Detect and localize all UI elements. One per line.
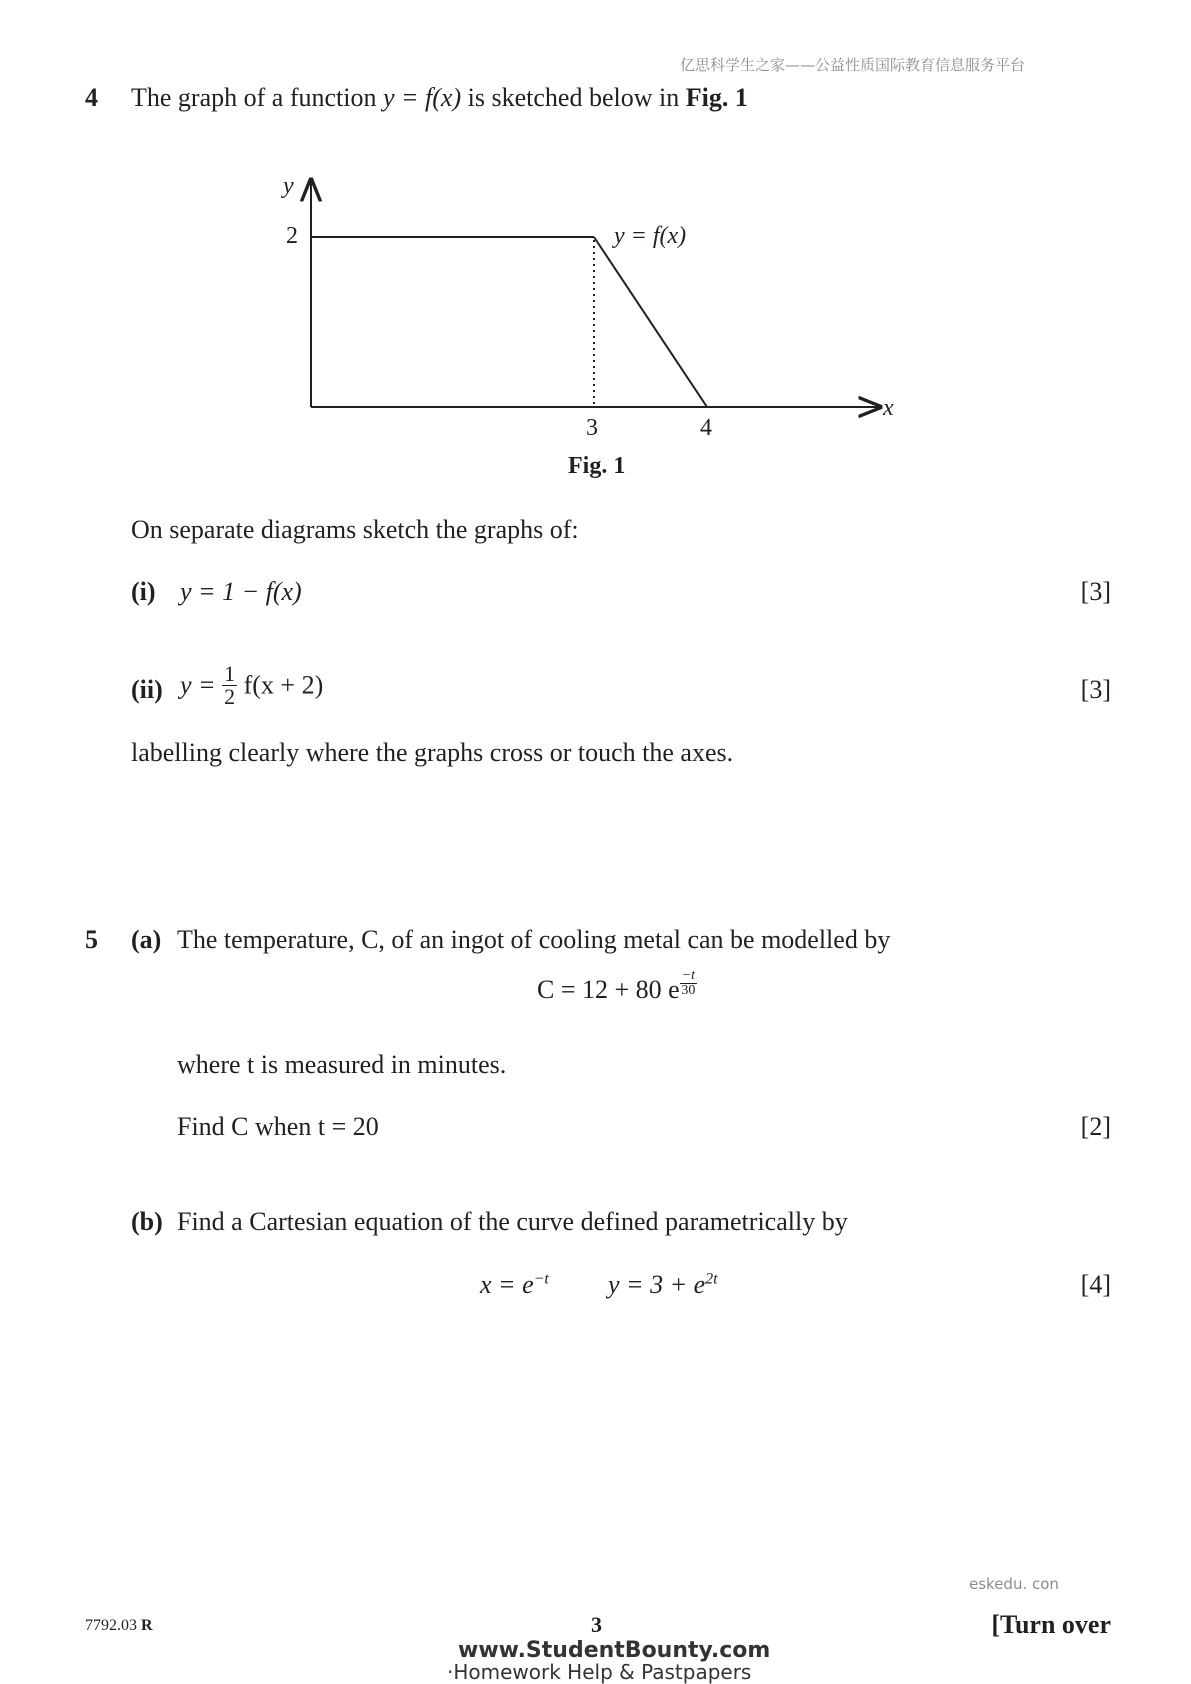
y-tick-label: 2: [286, 223, 298, 249]
q4-part-i-expression: y = 1 − f(x): [180, 577, 302, 606]
top-watermark: 亿思科学生之家——公益性质国际教育信息服务平台: [680, 56, 1026, 74]
q4-intro-function: y = f(x): [382, 83, 462, 112]
q4-part-ii-rhs: f(x + 2): [243, 670, 324, 700]
y-equation-exponent: 2t: [705, 1270, 718, 1288]
question-5-number: 5: [85, 925, 98, 954]
equation-base: C = 12 + 80 e: [537, 975, 680, 1004]
x-tick-label-4: 4: [700, 415, 712, 441]
q5-part-b-y-equation: [608, 1270, 718, 1300]
bottom-watermark: eskedu. con: [969, 1575, 1059, 1593]
x-equation-exponent: −t: [533, 1270, 549, 1288]
q4-intro-pre: The graph of a function: [131, 83, 383, 112]
curve-sloped-segment: [594, 237, 707, 407]
q5-part-b-label: (b): [131, 1207, 163, 1236]
studentbounty-site: www.StudentBounty.com: [458, 1638, 771, 1663]
turn-over: [Turn over: [991, 1610, 1111, 1639]
fraction-denominator: 2: [224, 684, 236, 709]
q5-part-a-equation: [537, 968, 697, 1005]
q4-part-i-label: (i): [131, 577, 156, 606]
y-equation-base: y = 3 + e: [608, 1270, 706, 1299]
q4-part-ii-expression: [180, 663, 323, 708]
studentbounty-tagline: ·Homework Help & Pastpapers: [447, 1660, 752, 1684]
x-tick-label-3: 3: [586, 415, 598, 441]
fraction-numerator: 1: [224, 661, 236, 686]
q4-part-ii-lhs: y =: [180, 670, 216, 700]
q5-part-b-text: Find a Cartesian equation of the curve defined parametrically by: [177, 1207, 848, 1236]
paper-code-number: 7792.03: [85, 1617, 137, 1634]
q4-instruction: On separate diagrams sketch the graphs of:: [131, 515, 579, 544]
paper-code-suffix: R: [141, 1617, 153, 1634]
q5-part-a-label: (a): [131, 925, 162, 954]
y-axis-label: y: [283, 173, 294, 199]
q4-part-ii-label: (ii): [131, 675, 163, 704]
paper-code: [85, 1617, 153, 1635]
q4-closing: labelling clearly where the graphs cross or touch the axes.: [131, 738, 734, 767]
q5-part-a-marks: [2]: [1080, 1112, 1111, 1141]
q5-part-b-x-equation: [480, 1270, 549, 1300]
q5-part-b-marks: [4]: [1080, 1270, 1111, 1299]
curve-label: y = f(x): [614, 223, 687, 249]
exponent-fraction: [680, 969, 697, 998]
question-4-number: 4: [85, 83, 98, 112]
q4-part-ii-fraction: [222, 663, 237, 708]
q4-part-ii-marks: [3]: [1080, 675, 1111, 704]
q4-intro-mid: is sketched below in: [461, 83, 686, 112]
q5-part-a-text: The temperature, C, of an ingot of cooling metal can be modelled by: [177, 925, 891, 954]
q4-intro-fig-ref: Fig. 1: [685, 83, 748, 112]
x-axis-label: x: [883, 395, 894, 421]
exponent-denominator: 30: [681, 983, 696, 998]
q4-part-i-marks: [3]: [1080, 577, 1111, 606]
x-equation-base: x = e: [480, 1270, 534, 1299]
q5-part-a-where: where t is measured in minutes.: [177, 1050, 507, 1079]
page-number: 3: [591, 1612, 602, 1637]
exponent-numerator: −t: [681, 968, 696, 983]
q5-part-a-find: Find C when t = 20: [177, 1112, 379, 1141]
figure-caption: Fig. 1: [568, 453, 626, 479]
